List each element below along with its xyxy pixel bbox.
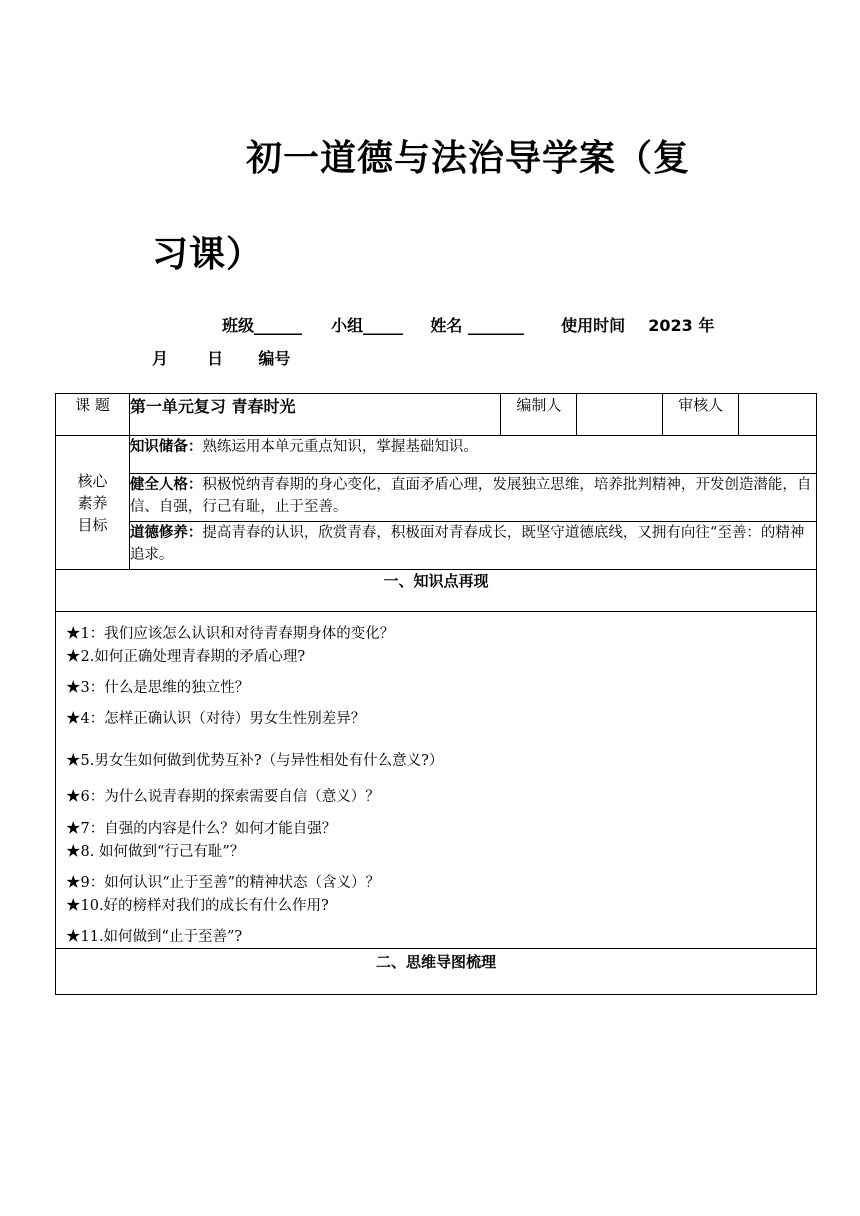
- goal-personality-text: 积极悦纳青春期的身心变化，直面矛盾心理，发展独立思维，培养批判精神，开发创造潜能，自信、自强，行己有耻，止于至善。: [129, 477, 812, 515]
- lesson-table: [55, 393, 817, 995]
- goal-morality-head: 道德修养：: [129, 525, 203, 541]
- question-item: ★6：为什么说青春期的探索需要自信（意义）？: [66, 789, 380, 805]
- question-item: ★4：怎样正确认识（对待）男女生性别差异？: [66, 711, 366, 727]
- section1-row: [56, 570, 817, 612]
- title-line-2: 习课）: [152, 234, 264, 275]
- question-item: ★7：自强的内容是什么？如何才能自强？: [66, 821, 337, 837]
- goal-morality-text: 提高青春的认识，欣赏青春，积极面对青春成长，既坚守道德底线，又拥有向往“至善：的精神追求。: [129, 525, 805, 563]
- goal-morality: [129, 522, 816, 570]
- meta-line-2: [152, 346, 290, 369]
- group-label: 小组_____: [331, 316, 404, 335]
- question-item: ★5.男女生如何做到优势互补?（与异性相处有什么意义?）: [66, 753, 444, 769]
- topic-row: [56, 394, 817, 436]
- core-label-1: 核心: [77, 471, 108, 490]
- question-item: ★10.好的榜样对我们的成长有什么作用?: [66, 898, 329, 914]
- core-label-2: 素养: [77, 493, 108, 512]
- goal-personality-head: 健全人格：: [129, 477, 203, 493]
- section1-title: 一、知识点再现: [56, 570, 817, 612]
- reviewer-value[interactable]: [739, 394, 817, 436]
- topic-value: 第一单元复习 青春时光: [129, 394, 500, 436]
- editor-value[interactable]: [577, 394, 663, 436]
- class-label: 班级______: [222, 316, 303, 335]
- question-item: ★9：如何认识“止于至善”的精神状态（含义）？: [66, 875, 381, 891]
- core-label-3: 目标: [77, 515, 108, 534]
- question-item: ★8. 如何做到“行己有耻”？: [66, 844, 245, 860]
- goal-knowledge-head: 知识储备：: [129, 439, 203, 455]
- question-list: [56, 612, 816, 948]
- name-label: 姓名 _______: [430, 316, 524, 335]
- goal-knowledge-text: 熟练运用本单元重点知识，掌握基础知识。: [202, 439, 478, 455]
- reviewer-label: 审核人: [663, 394, 739, 436]
- goal-knowledge: [129, 436, 816, 474]
- goal-personality: [129, 474, 816, 522]
- goal-row-2: [56, 474, 817, 522]
- number-label: 编号: [258, 349, 291, 368]
- title-line-1: 初一道德与法治导学案（复: [246, 138, 691, 179]
- questions-row: [56, 612, 817, 949]
- section2-title: 二、思维导图梳理: [56, 949, 817, 995]
- time-label: 使用时间: [561, 316, 626, 335]
- month-label: 月: [152, 349, 169, 368]
- meta-line-1: [222, 313, 714, 336]
- section2-row: [56, 949, 817, 995]
- question-item: ★2.如何正确处理青春期的矛盾心理?: [66, 649, 306, 665]
- goal-row-3: [56, 522, 817, 570]
- questions-cell: [56, 612, 817, 949]
- day-label: 日: [207, 349, 224, 368]
- question-item: ★1：我们应该怎么认识和对待青春期身体的变化？: [66, 626, 395, 642]
- topic-label: 课 题: [56, 394, 130, 436]
- goal-row-1: [56, 436, 817, 474]
- year-label: 2023 年: [648, 316, 715, 335]
- question-item: ★3：什么是思维的独立性？: [66, 680, 250, 696]
- question-item: ★11.如何做到“止于至善”?: [66, 929, 243, 945]
- core-label: [56, 436, 130, 570]
- editor-label: 编制人: [501, 394, 577, 436]
